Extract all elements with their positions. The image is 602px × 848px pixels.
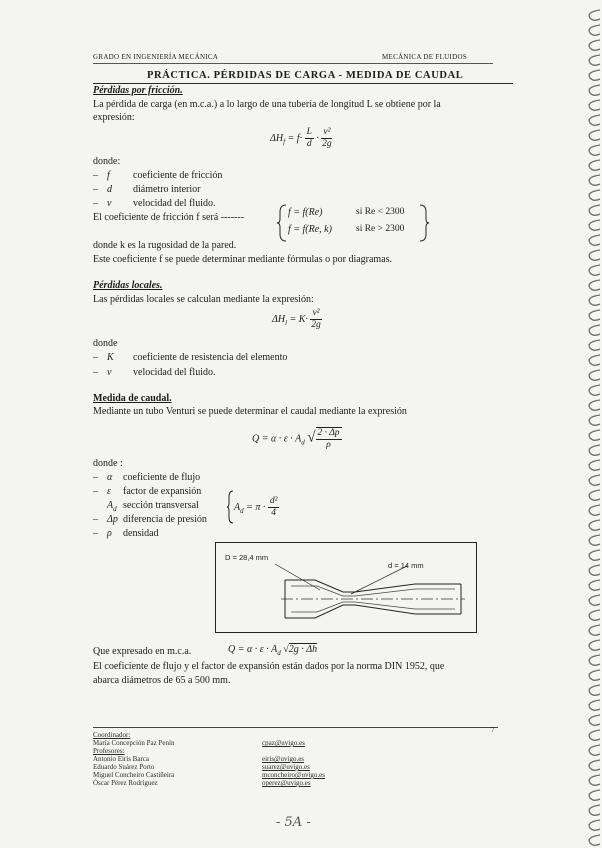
area-formula: $A_d = \pi$ · $\frac{\text{d²}}{4}$: [234, 496, 278, 518]
spiral-coil: [589, 490, 600, 500]
spiral-coil: [589, 115, 600, 125]
caudal-var-row: $A_d$ sección transversal: [107, 500, 199, 513]
friccion-donde: donde:: [93, 156, 121, 167]
spiral-coil: [589, 655, 600, 665]
section-heading-friccion: Pérdidas por fricción.: [93, 85, 183, 96]
spiral-coil: [589, 745, 600, 755]
spiral-coil: [589, 670, 600, 680]
coef-case-laminar: f = f(Re): [288, 207, 323, 218]
spiral-coil: [589, 370, 600, 380]
spiral-coil: [589, 160, 600, 170]
spiral-coil: [589, 820, 600, 830]
friccion-intro-line2: expresión:: [93, 112, 135, 123]
caudal-var-row: – ε factor de expansión: [93, 486, 202, 497]
right-brace: [418, 204, 430, 242]
professor-email[interactable]: eiris@uvigo.es: [262, 755, 305, 763]
diagram-label-large-diameter: D = 28,4 mm: [225, 553, 269, 562]
spiral-coil: [589, 130, 600, 140]
spiral-coil: [589, 730, 600, 740]
norm-line1: El coeficiente de flujo y el factor de expansión están dados por la norma DIN 1952, que: [93, 661, 445, 672]
spiral-coil: [589, 100, 600, 110]
page-title: PRÁCTICA. PÉRDIDAS DE CARGA - MEDIDA DE CAUDAL: [147, 70, 464, 81]
header-rule: [93, 63, 493, 64]
section-heading-locales: Pérdidas locales.: [93, 280, 163, 291]
spiral-coil: [589, 460, 600, 470]
spiral-coil: [589, 190, 600, 200]
spiral-coil: [589, 10, 600, 20]
locales-var-row: – K coeficiente de resistencia del elemento: [93, 352, 288, 363]
coordinator-name: María Concepción Paz Penín: [93, 739, 175, 747]
spiral-coil: [589, 310, 600, 320]
spiral-coil: [589, 790, 600, 800]
spiral-coil: [589, 445, 600, 455]
coef-case-turbulent: f = f(Re, k): [288, 224, 332, 235]
coef-case-laminar-condition: si Re < 2300: [356, 207, 405, 217]
coordinator-label: Coordinador:: [93, 731, 131, 739]
professor-name: Miguel Concheiro Castiñeira: [93, 771, 175, 779]
spiral-coil: [589, 430, 600, 440]
spiral-coil: [589, 595, 600, 605]
spiral-coil: [589, 55, 600, 65]
spiral-coil: [589, 415, 600, 425]
spiral-coil: [589, 220, 600, 230]
professor-email[interactable]: mconcheiro@uvigo.es: [262, 771, 326, 779]
locales-equation: $\Delta H_l = K\cdot$ $\frac{\text{v²}}{2g}$: [272, 308, 321, 330]
spiral-coil: [589, 355, 600, 365]
spiral-binding: [576, 0, 602, 848]
spiral-coil: [589, 205, 600, 215]
spiral-coil: [589, 475, 600, 485]
spiral-coil: [589, 145, 600, 155]
coef-sentence: El coeficiente de fricción f será -------: [93, 212, 245, 223]
header-right: MECÁNICA DE FLUIDOS: [382, 53, 468, 61]
spiral-coil: [589, 685, 600, 695]
spiral-coil: [589, 715, 600, 725]
footer-rule: [93, 727, 498, 728]
friccion-intro-line1: La pérdida de carga (en m.c.a.) a lo largo de una tubería de longitud L se obtiene por la: [93, 99, 441, 110]
title-rule: [93, 83, 513, 84]
professor-email[interactable]: suarez@uvigo.es: [262, 763, 310, 771]
professor-name: Antonio Eirís Barca: [93, 755, 149, 763]
spiral-coil: [589, 610, 600, 620]
spiral-coil: [589, 505, 600, 515]
left-brace: [276, 204, 288, 242]
spiral-coil: [589, 265, 600, 275]
coordinator-email[interactable]: cpaz@uvigo.es: [262, 739, 305, 747]
spiral-coil: [589, 295, 600, 305]
friccion-equation: $\Delta H_f = f\cdot$ $\frac{L}{d}$ · $\frac{\text{v²}}{2g}$: [270, 127, 332, 149]
spiral-coil: [589, 250, 600, 260]
handwritten-page-mark: - 5A -: [276, 815, 311, 830]
roughness-note: donde k es la rugosidad de la pared.: [93, 240, 237, 251]
spiral-coil: [589, 580, 600, 590]
spiral-coil: [589, 640, 600, 650]
professor-name: Eduardo Suárez Porto: [93, 763, 155, 771]
caudal-intro: Mediante un tubo Venturi se puede determinar el caudal mediante la expresión: [93, 406, 407, 417]
spiral-coil: [589, 85, 600, 95]
caudal-equation: $Q = \alpha \cdot \varepsilon \cdot A_d$ √ $\frac{2 \cdot \Delta p}{\rho}$: [252, 428, 340, 450]
spiral-coil: [589, 520, 600, 530]
friccion-var-row: – v velocidad del fluido.: [93, 198, 216, 209]
spiral-coil: [589, 25, 600, 35]
spiral-coil: [589, 805, 600, 815]
spiral-coil: [589, 385, 600, 395]
spiral-coil: [589, 235, 600, 245]
spiral-coil: [589, 565, 600, 575]
spiral-coil: [589, 175, 600, 185]
spiral-coil: [589, 280, 600, 290]
spiral-coil: [589, 550, 600, 560]
locales-donde: donde: [93, 338, 118, 349]
spiral-coil: [589, 700, 600, 710]
friccion-var-row: – d diámetro interior: [93, 184, 201, 195]
locales-var-row: – v velocidad del fluido.: [93, 367, 216, 378]
professor-email[interactable]: operez@uvigo.es: [262, 779, 311, 787]
caudal-donde: donde :: [93, 458, 123, 469]
caudal-var-row: – Δp diferencia de presión: [93, 514, 207, 525]
section-heading-caudal: Medida de caudal.: [93, 393, 172, 404]
diagram-label-throat-diameter: d = 14 mm: [388, 561, 424, 570]
norm-line2: abarca diámetros de 65 a 500 mm.: [93, 675, 231, 686]
professor-name: Óscar Pérez Rodríguez: [93, 779, 158, 787]
area-brace: [226, 490, 234, 524]
mca-text: Que expresado en m.c.a.: [93, 646, 192, 657]
locales-intro: Las pérdidas locales se calculan mediante la expresión:: [93, 294, 314, 305]
caudal-var-row: – α coeficiente de flujo: [93, 472, 201, 483]
spiral-coil: [589, 70, 600, 80]
professors-label: Profesores:: [93, 747, 125, 755]
friccion-var-row: – f coeficiente de fricción: [93, 170, 223, 181]
spiral-coil: [589, 400, 600, 410]
spiral-coil: [589, 775, 600, 785]
spiral-coil: [589, 625, 600, 635]
spiral-coil: [589, 340, 600, 350]
spiral-coil: [589, 760, 600, 770]
caudal-var-row: – ρ densidad: [93, 528, 159, 539]
coef-case-turbulent-condition: si Re > 2300: [356, 224, 405, 234]
page-number: 7: [491, 726, 495, 734]
header-left: GRADO EN INGENIERÍA MECÁNICA: [93, 53, 219, 61]
spiral-coil: [589, 40, 600, 50]
determine-note: Este coeficiente f se puede determinar mediante fórmulas o por diagramas.: [93, 254, 393, 265]
spiral-coil: [589, 325, 600, 335]
spiral-coil: [589, 835, 600, 845]
spiral-coil: [589, 535, 600, 545]
mca-equation: $Q = \alpha \cdot \varepsilon \cdot A_d$ √2g · Δh: [228, 644, 318, 657]
